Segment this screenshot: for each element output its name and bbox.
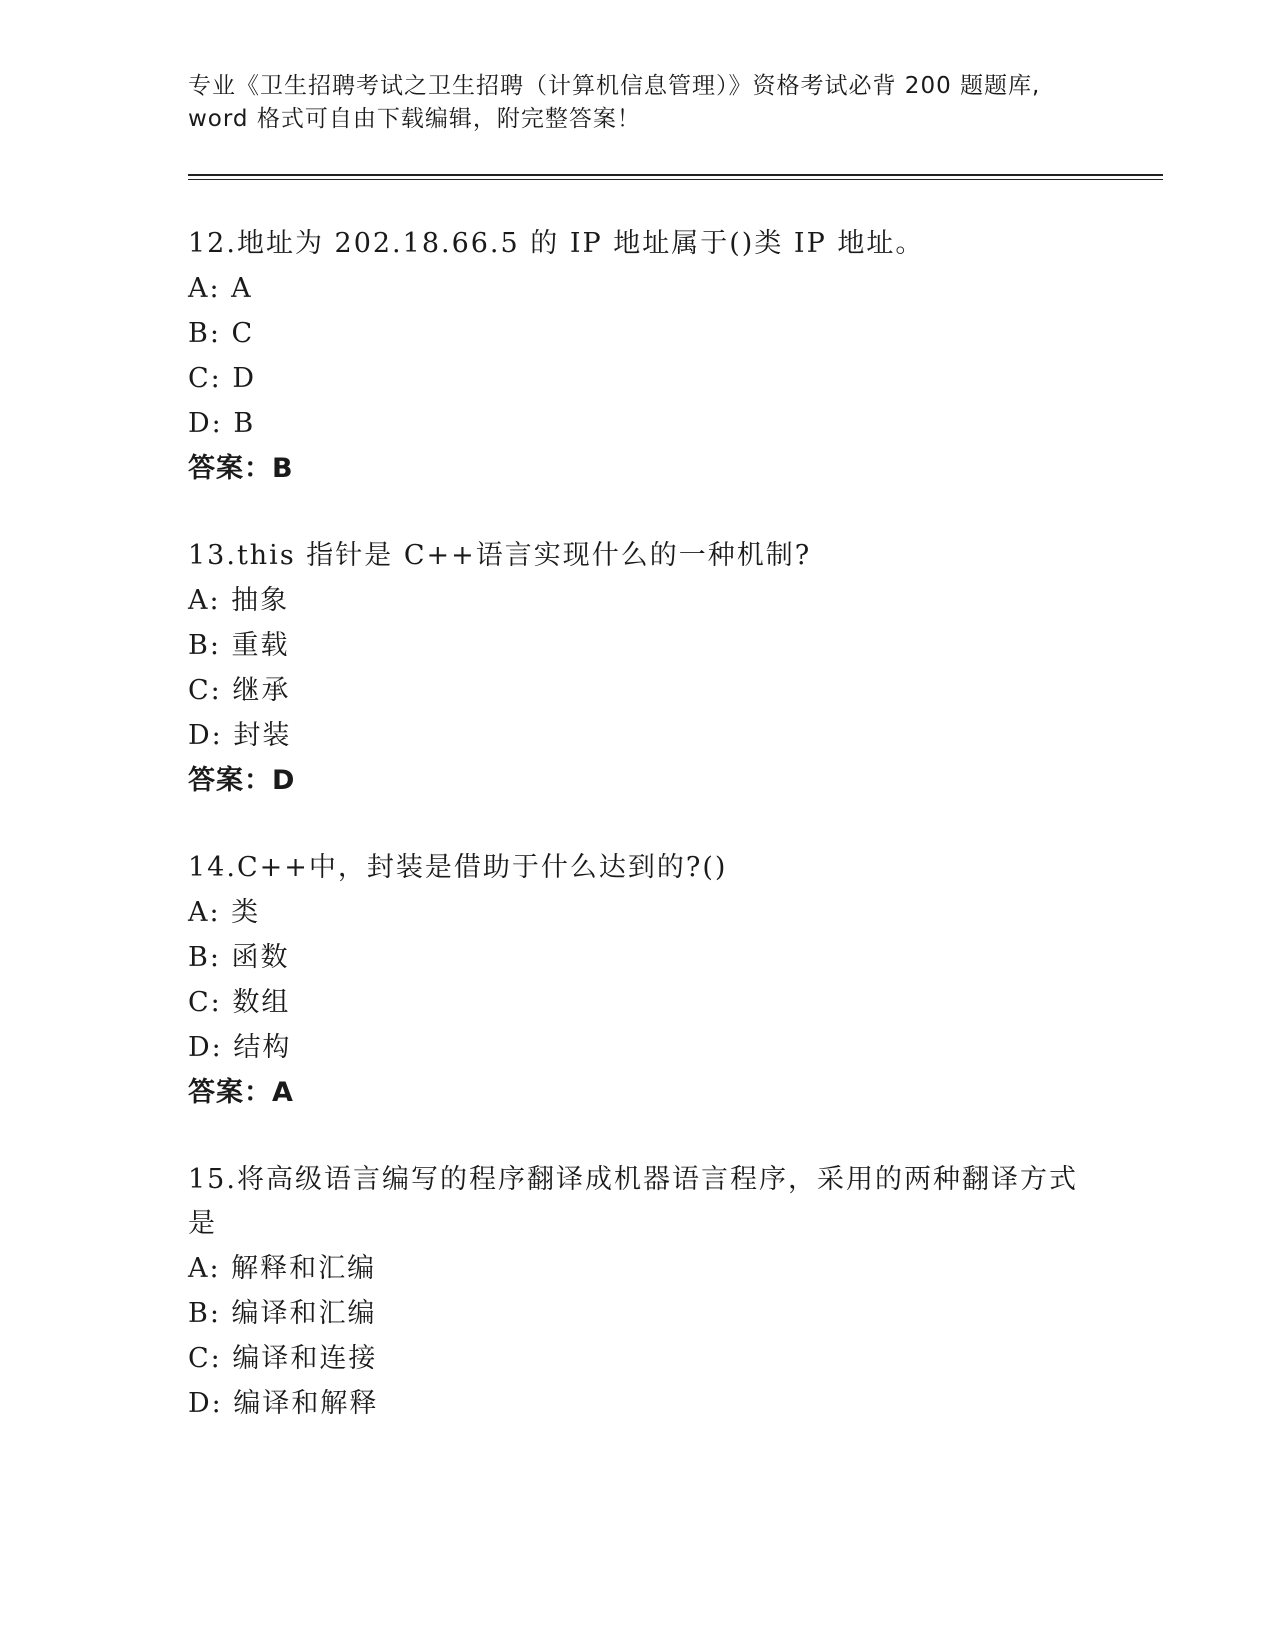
- document-header: [188, 70, 1088, 136]
- option-c: C: 编译和连接: [188, 1343, 378, 1374]
- option-a: A: 解释和汇编: [188, 1253, 377, 1284]
- option-b: B: 函数: [188, 942, 290, 973]
- option-b: B: 重载: [188, 630, 290, 661]
- option-b: B: C: [188, 318, 255, 349]
- question-stem: 14.C++中，封装是借助于什么达到的?(): [188, 852, 728, 883]
- option-a: A: A: [188, 273, 253, 304]
- answer-line: 答案：A: [188, 1077, 294, 1108]
- option-d: D: B: [188, 408, 256, 439]
- option-a: A: 类: [188, 897, 261, 928]
- header-line-2: word 格式可自由下载编辑，附完整答案！: [188, 106, 641, 132]
- option-d: D: 结构: [188, 1032, 292, 1063]
- answer-line: 答案：B: [188, 453, 294, 484]
- question-12: [188, 222, 1163, 492]
- question-stem: 12.地址为 202.18.66.5 的 IP 地址属于()类 IP 地址。: [188, 228, 925, 259]
- option-c: C: 继承: [188, 675, 291, 706]
- option-d: D: 封装: [188, 720, 292, 751]
- option-b: B: 编译和汇编: [188, 1298, 377, 1329]
- question-stem: 13.this 指针是 C++语言实现什么的一种机制?: [188, 540, 812, 571]
- header-divider: [188, 174, 1163, 180]
- option-a: A: 抽象: [188, 585, 290, 616]
- question-stem: 15.将高级语言编写的程序翻译成机器语言程序，采用的两种翻译方式是: [188, 1164, 1078, 1239]
- question-15: [188, 1158, 1163, 1426]
- option-c: C: D: [188, 363, 256, 394]
- answer-line: 答案：D: [188, 765, 296, 796]
- option-c: C: 数组: [188, 987, 291, 1018]
- question-14: [188, 846, 1163, 1116]
- document-page: [188, 70, 1163, 1426]
- question-13: [188, 534, 1163, 804]
- header-line-1: 专业《卫生招聘考试之卫生招聘（计算机信息管理）》资格考试必背 200 题题库,: [188, 73, 1041, 99]
- option-d: D: 编译和解释: [188, 1388, 379, 1419]
